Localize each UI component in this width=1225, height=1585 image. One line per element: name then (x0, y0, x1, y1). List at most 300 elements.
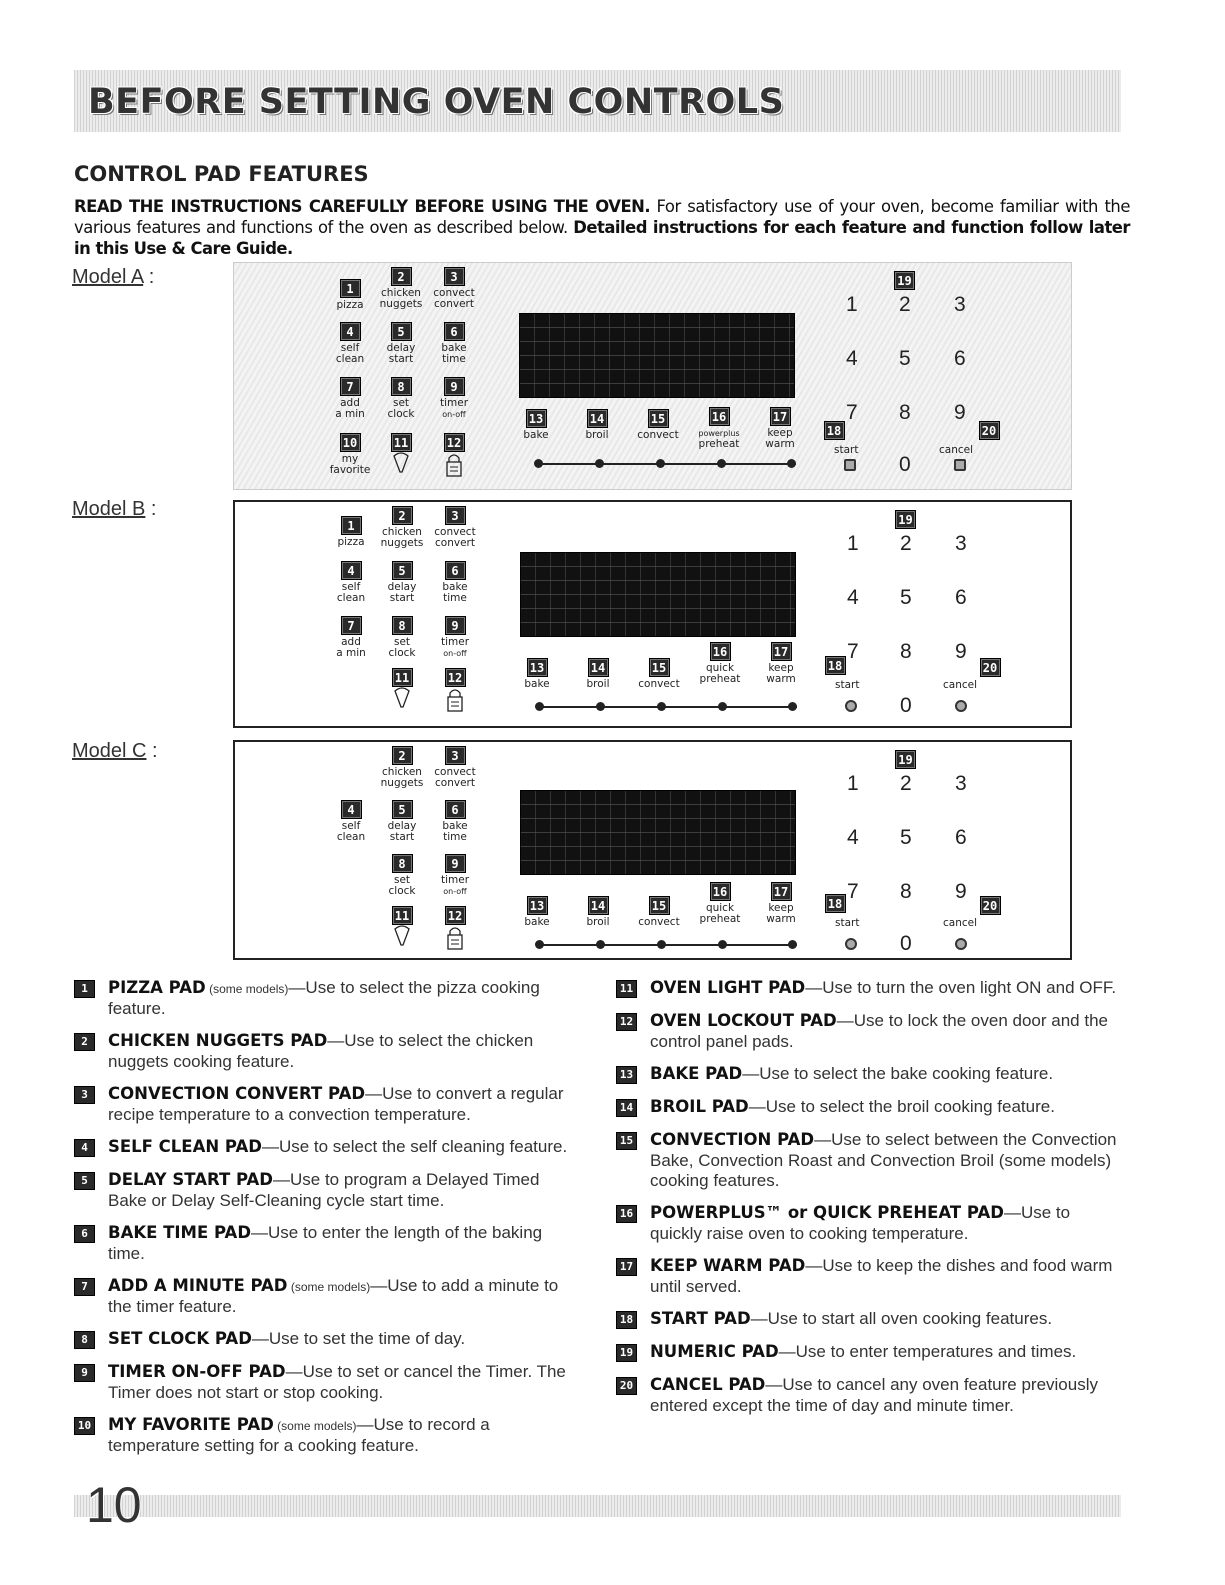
pad-label: chicken (382, 766, 422, 778)
pad-label: timer (439, 397, 469, 409)
pad-label: clock (388, 647, 416, 659)
feature-item (616, 1130, 1121, 1191)
feature-text: —Use to record a temperature setting for a cooking feature. (108, 1415, 490, 1455)
pad-number: 4 (341, 561, 362, 580)
feature-text: —Use to enter the length of the baking time. (108, 1223, 543, 1263)
keep-warm-pad[interactable] (751, 642, 811, 685)
start-indicator (845, 938, 857, 950)
feature-text: —Use to quickly raise oven to cooking temperature. (650, 1203, 1071, 1243)
pad-number: 11 (392, 668, 413, 687)
pad-number: 12 (445, 906, 466, 925)
pad-label: convect (638, 916, 680, 928)
key-9[interactable]: 9 (955, 880, 967, 903)
intro-paragraph (74, 196, 1130, 259)
pad-number: 1 (341, 516, 362, 535)
chicken-nuggets-pad[interactable] (371, 267, 431, 310)
feature-number: 13 (616, 1066, 637, 1084)
feature-number: 4 (74, 1139, 95, 1157)
indicator-dot (717, 459, 726, 468)
feature-item (74, 1415, 579, 1456)
bake-pad[interactable] (507, 658, 567, 690)
pad-label: warm (766, 673, 796, 685)
pad-label: favorite (329, 464, 371, 476)
key-0[interactable]: 0 (900, 694, 912, 717)
pad-label: delay (386, 342, 416, 354)
pad-label: bake (524, 916, 550, 928)
pad-number: 16 (710, 642, 731, 661)
quick-preheat-pad[interactable] (690, 882, 750, 925)
pad-number: 4 (341, 800, 362, 819)
key-5[interactable]: 5 (899, 347, 911, 370)
cancel-pad[interactable] (960, 658, 1020, 677)
key-0[interactable]: 0 (900, 932, 912, 955)
pad-number: 9 (444, 377, 465, 396)
cancel-label: cancel (943, 679, 978, 691)
key-3[interactable]: 3 (955, 772, 967, 795)
feature-number: 16 (616, 1205, 637, 1223)
indicator-dot (595, 459, 604, 468)
pad-number: 17 (771, 882, 792, 901)
pad-label: start (389, 831, 415, 843)
key-2[interactable]: 2 (900, 772, 912, 795)
oven-lockout-pad[interactable] (425, 668, 485, 713)
pad-label: chicken (381, 287, 421, 299)
lock-icon (446, 925, 464, 951)
indicator-dot (718, 702, 727, 711)
pad-label: convert (434, 298, 474, 310)
pad-number: 16 (710, 882, 731, 901)
key-7[interactable]: 7 (846, 401, 858, 424)
pad-number: 15 (649, 658, 670, 677)
model-c-sep: : (146, 740, 158, 762)
feature-number: 15 (616, 1132, 637, 1150)
pad-number: 9 (445, 854, 466, 873)
indicator-dot (596, 702, 605, 711)
pad-label: self (341, 581, 361, 593)
footer-bar (74, 1495, 1121, 1517)
bake-time-pad[interactable] (425, 561, 485, 604)
model-c-control-panel (233, 740, 1072, 960)
feature-text: —Use to keep the dishes and food warm until served. (650, 1256, 1113, 1296)
pad-number: 13 (527, 658, 548, 677)
pad-label: self (340, 342, 360, 354)
key-8[interactable]: 8 (899, 401, 911, 424)
pad-number: 17 (770, 407, 791, 426)
pad-label: preheat (699, 913, 741, 925)
feature-number: 2 (74, 1033, 95, 1051)
start-pad[interactable] (805, 894, 865, 913)
pad-label: broil (586, 916, 610, 928)
feature-title: OVEN LOCKOUT PAD (650, 1011, 837, 1030)
pad-label: broil (585, 429, 609, 441)
feature-number: 18 (616, 1311, 637, 1329)
pad-label: clean (335, 353, 365, 365)
indicator-line (541, 944, 797, 946)
key-5[interactable]: 5 (900, 826, 912, 849)
feature-item (74, 978, 579, 1019)
intro-tail-bold: Detailed instructions for each feature and function follow later in this Use & Care Guide. (74, 218, 1130, 258)
feature-title: ADD A MINUTE PAD (108, 1276, 288, 1295)
pad-number: 5 (391, 322, 412, 341)
pad-label: add (340, 397, 360, 409)
feature-number: 9 (74, 1364, 95, 1382)
key-5[interactable]: 5 (900, 586, 912, 609)
lock-icon (446, 687, 464, 713)
pad-number: 5 (392, 800, 413, 819)
feature-text: —Use to cancel any oven feature previously entered except the time of day and minute timer. (650, 1375, 1098, 1415)
pad-label: keep (768, 902, 794, 914)
feature-number: 11 (616, 980, 637, 998)
feature-title: START PAD (650, 1309, 751, 1328)
indicator-dot (535, 702, 544, 711)
pad-label: convect (434, 526, 476, 538)
pad-number: 18 (825, 656, 846, 675)
pad-label: quick (705, 662, 735, 674)
pad-label: self (341, 820, 361, 832)
pad-label: time (443, 831, 467, 843)
cancel-pad[interactable] (959, 421, 1019, 440)
pad-number: 18 (825, 894, 846, 913)
feature-number: 6 (74, 1225, 95, 1243)
pad-label: convect (638, 678, 680, 690)
pad-label: timer (440, 874, 470, 886)
pad-label: powerplus (698, 429, 740, 438)
key-1[interactable]: 1 (847, 772, 859, 795)
key-7[interactable]: 7 (847, 640, 859, 663)
pad-number: 18 (824, 421, 845, 440)
light-bulb-icon (393, 925, 411, 949)
cancel-label: cancel (943, 917, 978, 929)
pad-label: convert (435, 777, 475, 789)
pad-number: 13 (526, 409, 547, 428)
broil-pad[interactable] (568, 896, 628, 928)
features-list-left (74, 978, 579, 1468)
feature-text: —Use to turn the oven light ON and OFF. (805, 978, 1117, 997)
cancel-pad[interactable] (960, 896, 1020, 915)
pad-number: 5 (392, 561, 413, 580)
feature-text: —Use to program a Delayed Timed Bake or Delay Self-Cleaning cycle start time. (108, 1170, 540, 1210)
page-number: 10 (86, 1477, 142, 1533)
start-label: start (834, 444, 859, 456)
keep-warm-pad[interactable] (751, 882, 811, 925)
bake-time-pad[interactable] (424, 322, 484, 365)
chicken-nuggets-pad[interactable] (372, 506, 432, 549)
chicken-nuggets-pad[interactable] (372, 746, 432, 789)
model-a-label (72, 266, 154, 289)
start-pad[interactable] (805, 656, 865, 675)
feature-number: 5 (74, 1172, 95, 1190)
banner-title: BEFORE SETTING OVEN CONTROLS (88, 82, 785, 122)
feature-text: —Use to start all oven cooking features. (750, 1309, 1053, 1328)
start-indicator (844, 459, 856, 471)
pad-number: 11 (391, 433, 412, 452)
pad-label: convert (435, 537, 475, 549)
pad-label: timer (440, 636, 470, 648)
oven-light-pad[interactable] (372, 906, 432, 949)
feature-item (616, 1011, 1121, 1052)
bake-pad[interactable] (506, 409, 566, 441)
pad-number: 4 (340, 322, 361, 341)
broil-pad[interactable] (568, 658, 628, 690)
set-clock-pad[interactable] (372, 854, 432, 897)
feature-number: 14 (616, 1099, 637, 1117)
feature-title: SET CLOCK PAD (108, 1329, 252, 1348)
feature-title: CHICKEN NUGGETS PAD (108, 1031, 328, 1050)
pad-number: 3 (445, 506, 466, 525)
pad-number: 20 (980, 658, 1001, 677)
feature-item (74, 1137, 579, 1158)
feature-title: BROIL PAD (650, 1097, 749, 1116)
lock-icon (445, 452, 463, 478)
key-8[interactable]: 8 (900, 640, 912, 663)
set-clock-pad[interactable] (372, 616, 432, 659)
key-6[interactable]: 6 (955, 586, 967, 609)
feature-title: POWERPLUS™ or QUICK PREHEAT PAD (650, 1203, 1004, 1222)
oven-light-pad[interactable] (371, 433, 431, 476)
convect-pad[interactable] (629, 658, 689, 690)
oven-lockout-pad[interactable] (425, 906, 485, 951)
pad-label: preheat (699, 673, 741, 685)
feature-title: TIMER ON-OFF PAD (108, 1362, 286, 1381)
feature-item (74, 1170, 579, 1211)
feature-title: MY FAVORITE PAD (108, 1415, 274, 1434)
key-7[interactable]: 7 (847, 880, 859, 903)
key-1[interactable]: 1 (846, 293, 858, 316)
pad-label: clock (388, 885, 416, 897)
pad-number: 15 (649, 896, 670, 915)
feature-title: DELAY START PAD (108, 1170, 273, 1189)
model-b-sep: : (145, 498, 157, 520)
key-4[interactable]: 4 (847, 586, 859, 609)
indicator-dot (657, 940, 666, 949)
model-a-sep: : (143, 266, 155, 288)
pad-number: 15 (648, 409, 669, 428)
delay-start-pad[interactable] (371, 322, 431, 365)
feature-note: (some models) (205, 982, 289, 996)
pad-label: bake (442, 820, 468, 832)
pad-label: clean (336, 831, 366, 843)
feature-item (74, 1329, 579, 1350)
pad-label: a min (336, 647, 366, 659)
broil-pad[interactable] (567, 409, 627, 441)
start-indicator (845, 700, 857, 712)
feature-title: OVEN LIGHT PAD (650, 978, 806, 997)
pad-label: bake (524, 678, 550, 690)
pad-number: 16 (709, 407, 730, 426)
pad-number: 14 (588, 896, 609, 915)
key-9[interactable]: 9 (955, 640, 967, 663)
feature-item (616, 1342, 1121, 1363)
delay-start-pad[interactable] (372, 800, 432, 843)
convect-pad[interactable] (628, 409, 688, 441)
feature-number: 7 (74, 1278, 95, 1296)
pad-label: pizza (336, 299, 364, 311)
pad-label: set (393, 874, 411, 886)
pad-label: time (443, 592, 467, 604)
pad-label: set (393, 636, 411, 648)
indicator-dot (718, 940, 727, 949)
feature-text: —Use to select the pizza cooking feature. (108, 978, 540, 1018)
key-9[interactable]: 9 (954, 401, 966, 424)
feature-title: CONVECTION CONVERT PAD (108, 1084, 366, 1103)
model-a-control-panel (233, 262, 1072, 490)
model-a-name: Model A (72, 266, 144, 288)
cancel-indicator (955, 700, 967, 712)
pad-number: 6 (445, 561, 466, 580)
pad-number: 2 (391, 267, 412, 286)
pad-label: preheat (698, 438, 740, 450)
model-b-name: Model B (72, 498, 146, 520)
indicator-dot (788, 702, 797, 711)
indicator-dot (787, 459, 796, 468)
feature-number: 10 (74, 1417, 95, 1435)
feature-title: BAKE TIME PAD (108, 1223, 252, 1242)
pad-number: 20 (980, 896, 1001, 915)
pad-label: bake (523, 429, 549, 441)
key-4[interactable]: 4 (847, 826, 859, 849)
set-clock-pad[interactable] (371, 377, 431, 420)
pad-number: 12 (444, 433, 465, 452)
indicator-dot (657, 702, 666, 711)
pad-number: 11 (392, 906, 413, 925)
timer-on-off-pad[interactable] (424, 377, 484, 420)
pad-number: 14 (588, 658, 609, 677)
pad-number: 2 (392, 506, 413, 525)
indicator-dot (656, 459, 665, 468)
indicator-dot (788, 940, 797, 949)
indicator-dot (535, 940, 544, 949)
pad-label: nuggets (379, 298, 423, 310)
keep-warm-pad[interactable] (750, 407, 810, 450)
key-2[interactable]: 2 (900, 532, 912, 555)
start-label: start (835, 917, 860, 929)
pad-number: 7 (341, 616, 362, 635)
model-c-label (72, 740, 158, 763)
pad-label: on-off (443, 887, 467, 896)
cancel-indicator (954, 459, 966, 471)
light-bulb-icon (393, 687, 411, 711)
feature-number: 12 (616, 1013, 637, 1031)
pad-number: 1 (340, 279, 361, 298)
pad-number: 8 (392, 854, 413, 873)
feature-text: —Use to lock the oven door and the control panel pads. (650, 1011, 1108, 1051)
powerplus-preheat-pad[interactable] (689, 407, 749, 450)
feature-text: —Use to set the time of day. (251, 1329, 466, 1348)
start-pad[interactable] (804, 421, 864, 440)
feature-item (74, 1223, 579, 1264)
key-8[interactable]: 8 (900, 880, 912, 903)
quick-preheat-pad[interactable] (690, 642, 750, 685)
pad-number: 8 (391, 377, 412, 396)
feature-note: (some models) (287, 1280, 371, 1294)
pad-label: on-off (442, 410, 466, 419)
convect-convert-pad[interactable] (424, 267, 484, 310)
feature-title: NUMERIC PAD (650, 1342, 779, 1361)
pad-label: bake (441, 342, 467, 354)
pad-number: 7 (340, 377, 361, 396)
feature-title: CANCEL PAD (650, 1375, 766, 1394)
start-label: start (835, 679, 860, 691)
pad-label: keep (768, 662, 794, 674)
key-3[interactable]: 3 (954, 293, 966, 316)
pad-label: start (388, 353, 414, 365)
feature-text: —Use to select the chicken nuggets cooking feature. (108, 1031, 534, 1071)
oven-lockout-pad[interactable] (424, 433, 484, 478)
cancel-label: cancel (939, 444, 974, 456)
pad-label: broil (586, 678, 610, 690)
feature-title: SELF CLEAN PAD (108, 1137, 262, 1156)
header-banner (74, 70, 1121, 132)
pad-label: convect (434, 766, 476, 778)
key-6[interactable]: 6 (954, 347, 966, 370)
feature-text: —Use to select the self cleaning feature. (261, 1137, 568, 1156)
intro-lead-text: For satisfactory use of your oven, become familiar with the various features and functions of the oven as described below. (74, 197, 1130, 237)
feature-title: BAKE PAD (650, 1064, 743, 1083)
pad-label: my (341, 453, 359, 465)
convect-convert-pad[interactable] (425, 506, 485, 549)
indicator-dot (596, 940, 605, 949)
indicator-dot (534, 459, 543, 468)
feature-text: —Use to select the broil cooking feature. (748, 1097, 1055, 1116)
feature-number: 8 (74, 1331, 95, 1349)
pad-label: clock (387, 408, 415, 420)
indicator-line (540, 463, 796, 465)
key-6[interactable]: 6 (955, 826, 967, 849)
feature-item (616, 1375, 1121, 1416)
features-list-right (616, 978, 1121, 1428)
feature-number: 1 (74, 980, 95, 998)
pad-label: add (341, 636, 361, 648)
pad-number: 12 (445, 668, 466, 687)
feature-item (74, 1084, 579, 1125)
feature-item (616, 1064, 1121, 1085)
feature-item (74, 1031, 579, 1072)
oven-light-pad[interactable] (372, 668, 432, 711)
key-2[interactable]: 2 (899, 293, 911, 316)
bake-pad[interactable] (507, 896, 567, 928)
feature-note: (some models) (273, 1419, 357, 1433)
feature-title: CONVECTION PAD (650, 1130, 815, 1149)
key-4[interactable]: 4 (846, 347, 858, 370)
feature-number: 20 (616, 1377, 637, 1395)
pad-label: clean (336, 592, 366, 604)
timer-on-off-pad[interactable] (425, 854, 485, 897)
pad-number: 10 (340, 433, 361, 452)
pad-number: 2 (392, 746, 413, 765)
key-1[interactable]: 1 (847, 532, 859, 555)
pad-label: start (389, 592, 415, 604)
model-c-name: Model C (72, 740, 147, 762)
feature-title: KEEP WARM PAD (650, 1256, 806, 1275)
key-0[interactable]: 0 (899, 453, 911, 476)
intro-lead-bold: READ THE INSTRUCTIONS CAREFULLY BEFORE USING THE OVEN. (74, 197, 651, 216)
pad-number: 17 (771, 642, 792, 661)
pad-number: 3 (445, 746, 466, 765)
model-b-label (72, 498, 157, 521)
convect-pad[interactable] (629, 896, 689, 928)
pad-number: 8 (392, 616, 413, 635)
key-3[interactable]: 3 (955, 532, 967, 555)
pad-number: 14 (587, 409, 608, 428)
pad-label: warm (766, 913, 796, 925)
feature-item (616, 1256, 1121, 1297)
delay-start-pad[interactable] (372, 561, 432, 604)
bake-time-pad[interactable] (425, 800, 485, 843)
timer-on-off-pad[interactable] (425, 616, 485, 659)
model-b-control-panel (233, 500, 1072, 728)
pad-label: convect (433, 287, 475, 299)
convect-convert-pad[interactable] (425, 746, 485, 789)
